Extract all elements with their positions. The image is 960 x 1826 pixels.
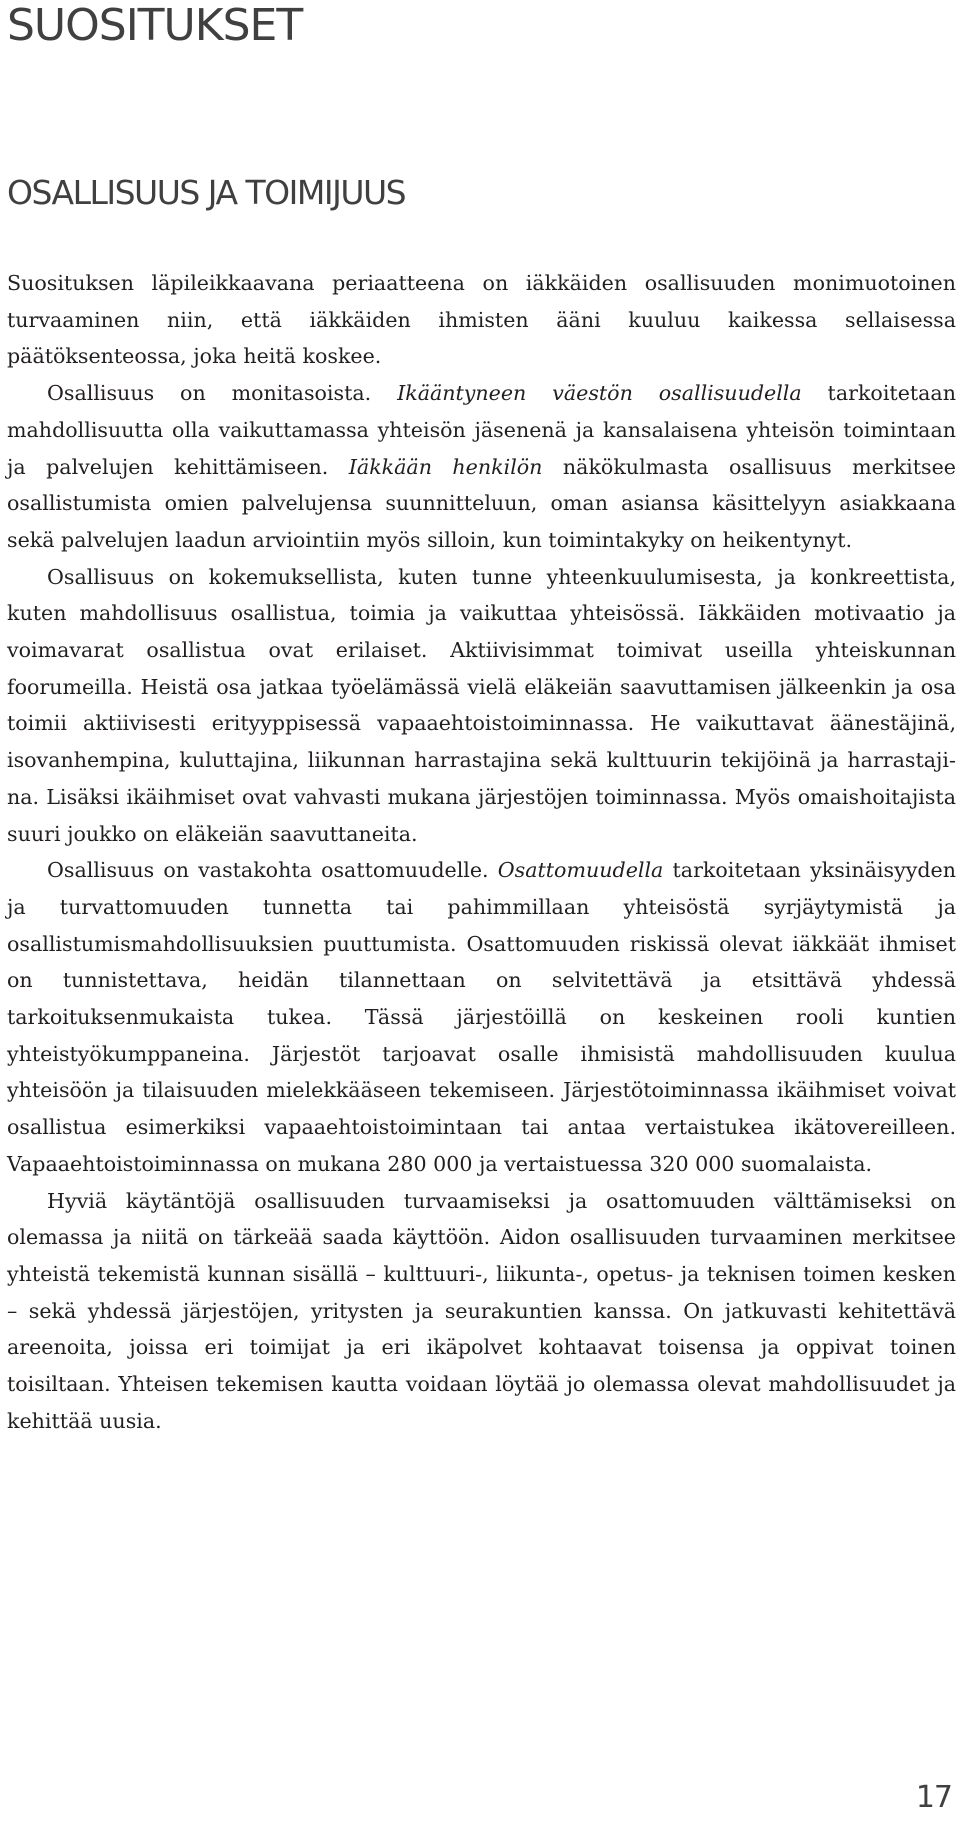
emphasis-term: Iäkkään henkilön	[348, 454, 543, 479]
page-title: SUOSITUKSET	[7, 0, 303, 51]
paragraph-osattomuus	[7, 852, 956, 1182]
paragraph-hyvat-kaytannot	[7, 1183, 956, 1440]
paragraph-text: näkökulmasta osallisuus merkitsee osallistumista omien palvelujensa suunnitteluun, oman asiansa käsittelyyn asiakkaana sekä palvelujen laadun arviointiin myös silloin, kun toimintakyky on heikentynyt.	[7, 454, 956, 552]
paragraph-intro	[7, 265, 956, 375]
paragraph-text: tarkoitetaan mahdollisuutta olla vaikuttamassa yhteisön jäsenenä ja kansalaisena yhteisön toimintaan ja palvelujen kehittämiseen.	[7, 381, 956, 479]
section-title: OSALLISUUS JA TOIMIJUUS	[7, 173, 406, 212]
paragraph-text: Hyviä käytäntöjä osallisuuden turvaamiseksi ja osattomuuden välttämiseksi on olemassa ja niitä on tärkeää saada käyttöön. Aidon osallisuuden turvaaminen merkitsee yhteistä tekemistä kunnan sisällä – kulttuuri-, liikunta-, opetus- ja teknisen toimen kesken – sekä yhdessä järjestöjen, yritysten ja seurakuntien kanssa. On jatkuvasti kehitettävä areenoita, joissa eri toimijat ja eri ikäpolvet kohtaavat toisensa ja oppivat toinen toisiltaan. Yhteisen tekemisen kautta voidaan löytää jo olemassa olevat mahdollisuudet ja kehittää uusia.	[7, 1188, 956, 1433]
paragraph-text: Osallisuus on monitasoista.	[47, 381, 398, 406]
body-text	[7, 265, 956, 1440]
paragraph-kokemuksellista	[7, 559, 956, 853]
emphasis-term: Osattomuudella	[497, 858, 664, 883]
emphasis-term: Ikääntyneen väestön osallisuudella	[397, 381, 802, 406]
page-number: 17	[915, 1780, 952, 1815]
paragraph-text: Osallisuus on vastakohta osattomuudelle.	[47, 858, 498, 883]
paragraph-osallisuus-monitasoista	[7, 375, 956, 559]
paragraph-intro-text: Suosituksen läpileikkaavana periaatteena on iäkkäiden osallisuuden monimuotoinen turvaaminen niin, että iäkkäiden ihmisten ääni kuuluu kaikessa sellaisessa päätöksenteossa, joka heitä koskee.	[7, 271, 956, 369]
paragraph-text: tarkoitetaan yksinäisyyden ja turvattomuuden tunnetta tai pahimmillaan yhteisöstä syrjäytymistä ja osallistumismahdollisuuksien puuttumista. Osattomuuden riskissä olevat iäkkäät ihmiset on tunnistettava, heidän tilannettaan on selvitettävä ja etsittävä yhdessä tarkoituksenmukaista tukea. Tässä järjestöillä on keskeinen rooli kuntien yhteistyökumppaneina. Järjestöt tarjoavat osalle ihmisistä mahdollisuuden kuulua yhteisöön ja tilaisuuden mielekkääseen tekemiseen. Järjestötoiminnassa ikäihmiset voivat osallistua esimerkiksi vapaaehtoistoimintaan tai antaa vertaistukea ikätovereilleen. Vapaaehtoistoiminnassa on mukana 280 000 ja vertaistuessa 320 000 suomalaista.	[7, 858, 956, 1176]
paragraph-text: Osallisuus on kokemuksellista, kuten tunne yhteenkuulumisesta, ja konkreettista, kuten mahdollisuus osallistua, toimia ja vaikuttaa yhteisössä. Iäkkäiden motivaatio ja voimavarat osallistua ovat erilaiset. Aktiivisimmat toimivat useilla yhteiskunnan foorumeilla. Heistä osa jatkaa työelämässä vielä eläkeiän saavuttamisen jälkeenkin ja osa toimii aktiivisesti erityyppisessä vapaaehtoistoiminnassa. He vaikuttavat äänestäjinä, isovanhempina, kuluttajina, liikunnan harrastajina sekä kulttuurin tekijöinä ja harrastajina. Lisäksi ikäihmiset ovat vahvasti mukana järjestöjen toiminnassa. Myös omaishoitajista suuri joukko on eläkeiän saavuttaneita.	[7, 564, 956, 846]
